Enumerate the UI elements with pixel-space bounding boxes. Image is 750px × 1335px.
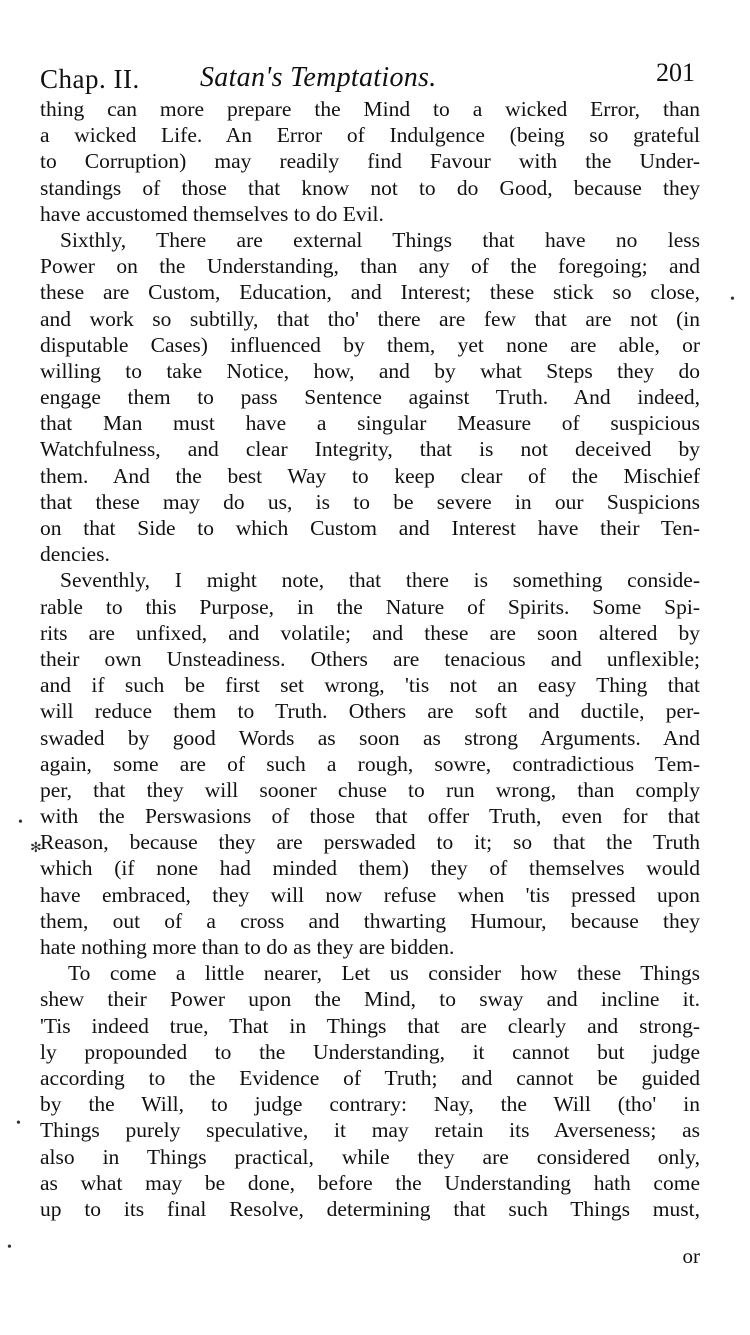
text-line: by the Will, to judge contrary: Nay, the Will (tho' in <box>40 1092 700 1117</box>
text-line: shew their Power upon the Mind, to sway and incline it. <box>40 987 700 1012</box>
text-line: them, out of a cross and thwarting Humour, because they <box>40 908 700 933</box>
text-line: these are Custom, Education, and Interest; these stick so close, <box>40 280 700 305</box>
text-line: and work so subtilly, that tho' there are few that are not (in <box>40 306 700 331</box>
text-line: them. And the best Way to keep clear of the Mischief <box>40 463 700 488</box>
stray-mark-dot: • <box>18 815 23 830</box>
running-title: Satan's Temptations. <box>200 62 437 93</box>
text-line: Things purely speculative, it may retain its Averseness; as <box>40 1118 700 1143</box>
text-line: have accustomed themselves to do Evil. <box>40 201 384 226</box>
text-line: willing to take Notice, how, and by what Steps they do <box>40 358 700 383</box>
text-line: on that Side to which Custom and Interest have their Ten- <box>40 516 700 540</box>
page-number: 201 <box>656 58 695 87</box>
catchword: or <box>682 1244 700 1268</box>
text-line: again, some are of such a rough, sowre, contradictious Tem- <box>40 751 700 776</box>
text-line: rits are unfixed, and volatile; and these are soon altered by <box>40 620 700 645</box>
text-line: rable to this Purpose, in the Nature of Spirits. Some Spi- <box>40 594 700 619</box>
text-line: to Corruption) may readily find Favour with the Under- <box>40 149 700 174</box>
chapter-label: Chap. II. <box>40 64 140 94</box>
text-line: have embraced, they will now refuse when 'tis pressed upon <box>40 882 700 907</box>
text-line: engage them to pass Sentence against Truth. And indeed, <box>40 385 700 410</box>
stray-mark-dot: • <box>16 1116 21 1131</box>
text-line: that these may do us, is to be severe in our Suspicions <box>40 489 700 514</box>
text-line: Watchfulness, and clear Integrity, that is not deceived by <box>40 437 700 462</box>
text-line: as what may be done, before the Understanding hath come <box>40 1170 700 1195</box>
text-line: per, that they will sooner chuse to run wrong, than comply <box>40 777 700 802</box>
text-line: thing can more prepare the Mind to a wicked Error, than <box>40 97 700 121</box>
text-line: Seventhly, I might note, that there is something conside- <box>60 568 700 593</box>
text-line: according to the Evidence of Truth; and cannot be guided <box>40 1065 700 1090</box>
text-line: 'Tis indeed true, That in Things that are clearly and strong- <box>40 1013 700 1038</box>
text-line: hate nothing more than to do as they are bidden. <box>40 935 455 959</box>
text-line: a wicked Life. An Error of Indulgence (being so grateful <box>40 123 700 148</box>
text-line: standings of those that know not to do Good, because they <box>40 175 700 200</box>
text-line: swaded by good Words as soon as strong Arguments. And <box>40 725 700 750</box>
stray-mark-dot: • <box>7 1240 12 1255</box>
text-line: with the Perswasions of those that offer Truth, even for that <box>40 804 700 829</box>
text-line: Sixthly, There are external Things that have no less <box>60 227 700 252</box>
stray-mark-dot: • <box>730 292 735 307</box>
text-line: up to its final Resolve, determining that such Things must, <box>40 1196 700 1221</box>
text-block <box>40 96 700 1222</box>
text-line: and if such be first set wrong, 'tis not an easy Thing that <box>40 673 700 698</box>
text-line: ly propounded to the Understanding, it cannot but judge <box>40 1039 700 1064</box>
text-line: will reduce them to Truth. Others are soft and ductile, per- <box>40 699 700 724</box>
ink-blot-icon: ✻ <box>30 841 42 856</box>
text-line: also in Things practical, while they are considered only, <box>40 1144 700 1169</box>
text-line: To come a little nearer, Let us consider how these Things <box>68 961 700 986</box>
text-line: which (if none had minded them) they of themselves would <box>40 856 700 881</box>
text-line: their own Unsteadiness. Others are tenacious and unflexible; <box>40 646 700 671</box>
text-line: Reason, because they are perswaded to it; so that the Truth <box>40 830 700 855</box>
text-line: that Man must have a singular Measure of suspicious <box>40 411 700 436</box>
text-line: dencies. <box>40 542 110 567</box>
text-line: disputable Cases) influenced by them, yet none are able, or <box>40 332 700 357</box>
text-line: Power on the Understanding, than any of the foregoing; and <box>40 254 700 279</box>
